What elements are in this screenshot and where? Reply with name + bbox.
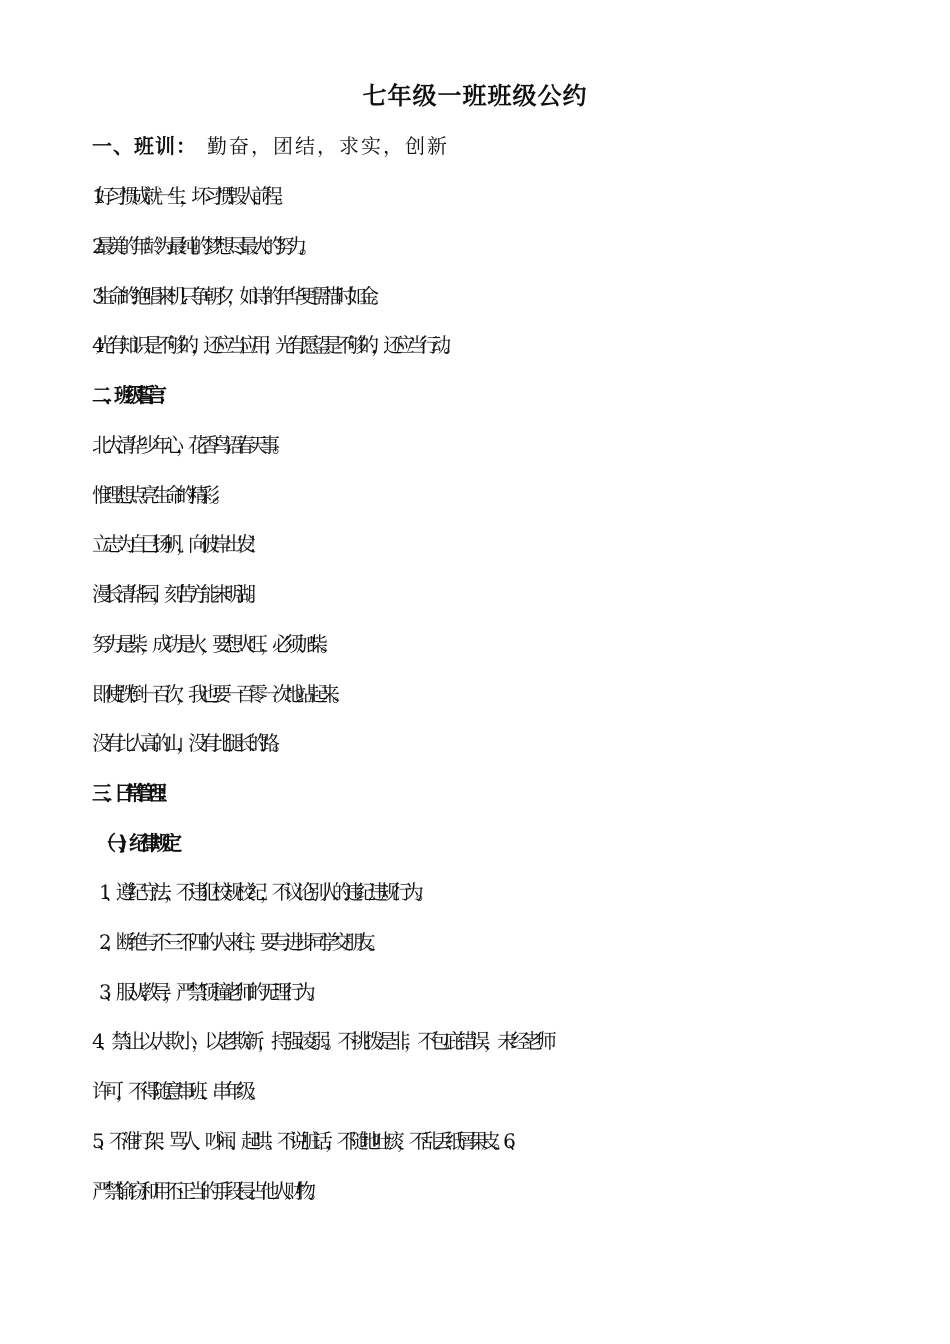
- motto-item-3: 3 生命的绝唱来机只争朝夕，如诗的年华更需惜时如金。: [92, 284, 384, 308]
- oath-line-4: 漫长清华园，刻苦方能未明湖。: [92, 582, 260, 606]
- oath-line-6: 即使跌倒一百次，我也要一百零一次地站起来。: [92, 682, 344, 706]
- rule-line-3: 3、服从教导，严禁顶撞老师的无理行为。: [99, 980, 320, 1004]
- rule-line-4-continued: 许可，不得随意串班、串年级。: [92, 1079, 260, 1103]
- class-motto-line: [92, 130, 882, 162]
- section3-heading: 三、日常管理：: [92, 781, 169, 805]
- motto-item-2: 2 最美的年龄为最纯的梦想尽最大的努力。: [92, 234, 312, 258]
- motto-item-4: 4 光有知识是不够的，还应当应用；光有愿望是不够的，还应当行动。: [92, 333, 456, 357]
- motto-item-1: 1 好习惯成就一生，坏习惯毁人前程。: [92, 184, 288, 208]
- class-motto-value: 勤奋，团结，求实，创新: [207, 134, 449, 158]
- oath-line-7: 没有比人高的山，没有比腿长的路。: [92, 731, 284, 755]
- rule-line-1: 1、遵纪守法，不违犯校规校纪，不议论别人的违纪违规行为。: [99, 880, 428, 904]
- rule-line-4: 4、禁止以大欺小，以老欺新，持强凌弱。不挑拨是非，不包庇错误，未经老师: [92, 1029, 551, 1053]
- section2-heading: 二、班级誓言：: [92, 383, 169, 407]
- oath-line-5: 努力是柴，成功是火，要想火旺，必须加柴。: [92, 632, 332, 656]
- rule-line-5: 5、不准打架、骂人、吵闹、起哄。不说脏话，不随地吐痰，不乱丢纸屑果皮。 6、: [92, 1129, 520, 1153]
- oath-line-2: 惟理想点亮生命的精彩。: [92, 483, 224, 507]
- rule-line-2: 2、断绝与不三不四的人来往，要与进步同学交朋友。: [99, 930, 380, 954]
- discipline-subheading: （一)、纪律规定: [96, 831, 174, 855]
- rule-line-6: 严禁偷窃和用不正当的手段侵占他人财物。: [92, 1179, 320, 1203]
- oath-line-1: 北大清华少年心，花香鸟语春天事。: [92, 433, 284, 457]
- section1-heading: 一、班训：: [92, 134, 197, 158]
- document-title: 七年级一班班级公约: [362, 82, 588, 110]
- oath-line-3: 立志为自己扬帆，向彼岸出发！: [92, 532, 260, 556]
